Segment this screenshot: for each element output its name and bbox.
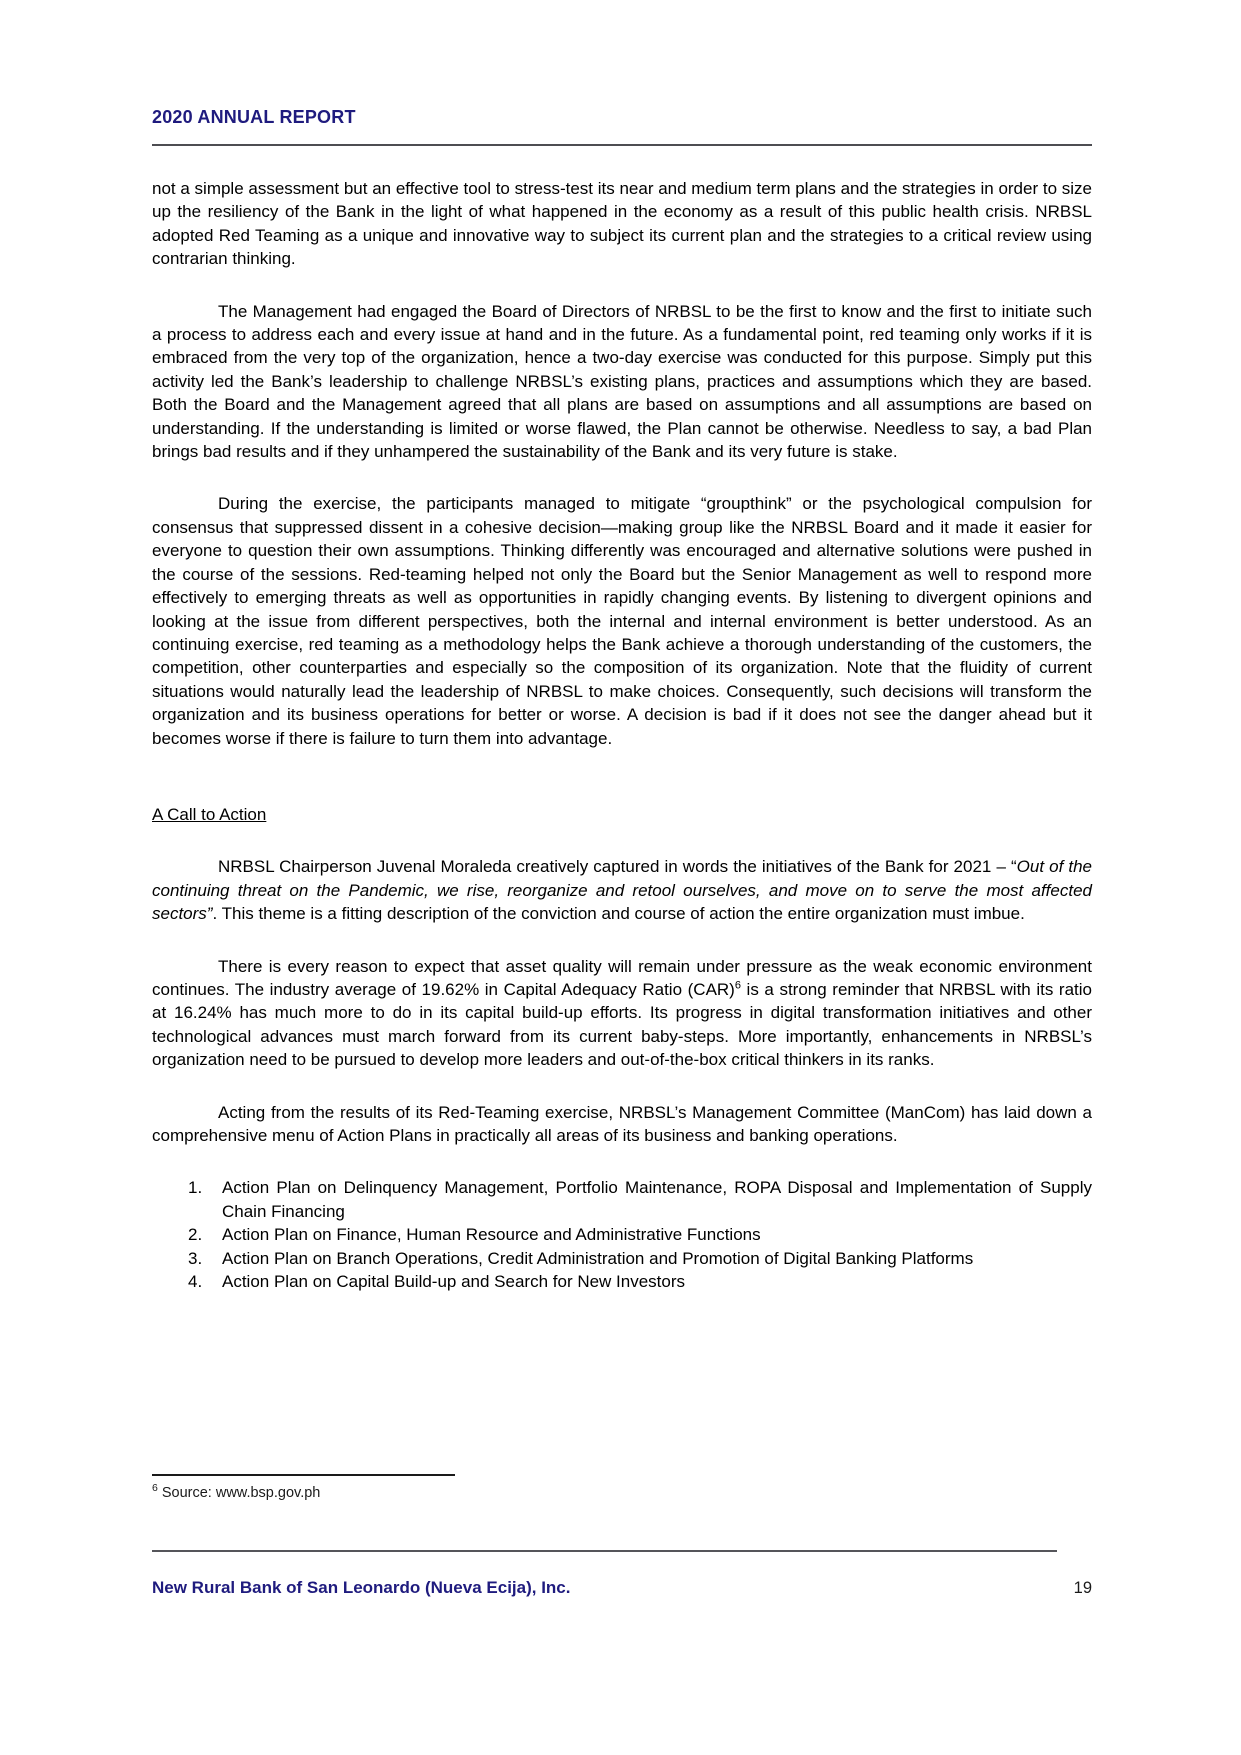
car-post-text: is a strong reminder that NRBSL with its ratio at 16.24% has much more to do in its capital build-up efforts. Its progress in digital transformation initiatives and other technological advances must march forward from its current baby-steps. More importantly, enhancements in NRBSL’s organization need to be pursued to develop more leaders and out-of-the-box critical thinkers in its ranks.	[152, 979, 1092, 1070]
action-plan-list	[152, 1176, 1092, 1293]
footer-bank-name: New Rural Bank of San Leonardo (Nueva Ecija), Inc.	[152, 1578, 571, 1597]
footnote-marker: 6	[152, 1482, 158, 1495]
paragraph-asset-quality	[152, 955, 1092, 1072]
paragraph-intro-continuation: not a simple assessment but an effective tool to stress-test its near and medium term plans and the strategies in order to size up the resiliency of the Bank in the light of what happened in the economy as a result of this public health crisis. NRBSL adopted Red Teaming as a unique and innovative way to subject its current plan and the strategies to a critical review using contrarian thinking.	[152, 179, 1092, 269]
theme-tail-text: . This theme is a fitting description of the conviction and course of action the entire organization must imbue.	[212, 904, 1025, 924]
footnote-separator-rule	[152, 1474, 455, 1476]
list-item-number: 4.	[188, 1272, 203, 1292]
body-text	[152, 177, 1092, 1293]
footnote-text: Source: www.bsp.gov.ph	[161, 1485, 321, 1501]
car-pre-text: There is every reason to expect that asset quality will remain under pressure as the weak economic environment continues. The industry average of 19.62% in Capital Adequacy Ratio (CAR)	[152, 956, 1092, 999]
paragraph-chairperson-theme	[152, 855, 1092, 925]
list-item	[152, 1270, 1092, 1293]
list-item	[152, 1247, 1092, 1270]
footer-row	[152, 1578, 1092, 1598]
list-item	[152, 1176, 1092, 1223]
theme-lead-text: NRBSL Chairperson Juvenal Moraleda creatively captured in words the initiatives of the Bank for 2021 – “	[218, 857, 1017, 877]
header-rule	[152, 144, 1092, 146]
list-item-number: 2.	[188, 1225, 203, 1245]
list-item-text: Action Plan on Branch Operations, Credit Administration and Promotion of Digital Banking Platforms	[222, 1248, 974, 1268]
footnote	[152, 1482, 1092, 1501]
list-item	[152, 1223, 1092, 1246]
list-item-text: Action Plan on Delinquency Management, Portfolio Maintenance, ROPA Disposal and Implementation of Supply Chain Financing	[222, 1178, 1092, 1221]
list-item-number: 1.	[188, 1178, 203, 1198]
footnote-reference-6: 6	[734, 979, 741, 992]
page-title: 2020 ANNUAL REPORT	[152, 107, 356, 127]
section-heading-call-to-action: A Call to Action	[152, 804, 267, 824]
list-item-text: Action Plan on Finance, Human Resource and Administrative Functions	[222, 1225, 761, 1245]
footer-page-number: 19	[1073, 1579, 1092, 1597]
theme-quote-italic: Out of the continuing threat on the Pandemic, we rise, reorganize and retool ourselves, and move on to serve the most affected sectors”	[152, 857, 1092, 924]
page-footer	[152, 1550, 1092, 1598]
footnote-block	[152, 1474, 1092, 1501]
paragraph-management-engaged: The Management had engaged the Board of Directors of NRBSL to be the first to know and the first to initiate such a process to address each and every issue at hand and in the future. As a fundamental point, red teaming only works if it is embraced from the very top of the organization, hence a two-day exercise was conducted for this purpose. Simply put this activity led the Bank’s leadership to challenge NRBSL’s existing plans, practices and assumptions which they are based. Both the Board and the Management agreed that all plans are based on assumptions and all assumptions are based on understanding. If the understanding is limited or worse flawed, the Plan cannot be otherwise. Needless to say, a bad Plan brings bad results and if they unhampered the sustainability of the Bank and its very future is stake.	[152, 301, 1092, 462]
footer-rule	[152, 1550, 1057, 1552]
list-item-text: Action Plan on Capital Build-up and Search for New Investors	[222, 1272, 686, 1292]
paragraph-during-exercise: During the exercise, the participants managed to mitigate “groupthink” or the psychological compulsion for consensus that suppressed dissent in a cohesive decision—making group like the NRBSL Board and it made it easier for everyone to question their own assumptions. Thinking differently was encouraged and alternative solutions were pushed in the course of the sessions. Red-teaming helped not only the Board but the Senior Management as well to respond more effectively to emerging threats as well as opportunities in rapidly changing events. By listening to divergent opinions and looking at the issue from different perspectives, both the internal and internal environment is better understood. As an continuing exercise, red teaming as a methodology helps the Bank achieve a thorough understanding of the customers, the competition, other counterparties and especially so the composition of its organization. Note that the fluidity of current situations would naturally lead the leadership of NRBSL to make choices. Consequently, such decisions will transform the organization and its business operations for better or worse. A decision is bad if it does not see the danger ahead but it becomes worse if there is failure to turn them into advantage.	[152, 494, 1092, 748]
paragraph-acting-results: Acting from the results of its Red-Teaming exercise, NRBSL’s Management Committee (ManCom) has laid down a comprehensive menu of Action Plans in practically all areas of its business and banking operations.	[152, 1102, 1092, 1145]
list-item-number: 3.	[188, 1248, 203, 1268]
